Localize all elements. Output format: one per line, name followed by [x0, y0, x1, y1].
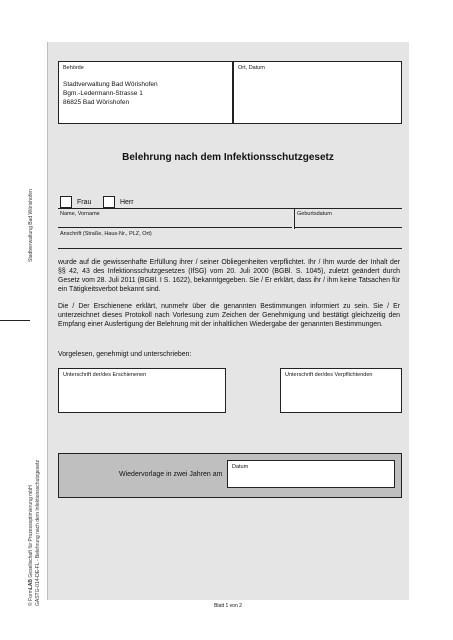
place-date-field[interactable]: [233, 61, 402, 124]
name-input[interactable]: [58, 218, 292, 228]
side-authority-text: Stadtverwaltung Bad Wörishofen: [28, 189, 34, 262]
authority-line-3: 86825 Bad Wörishofen: [63, 99, 130, 106]
birthdate-input[interactable]: [294, 218, 402, 228]
frau-checkbox[interactable]: [60, 196, 72, 208]
page-number: Blatt 1 von 2: [214, 603, 242, 609]
address-label: Anschrift (Straße, Haus-Nr., PLZ, Ort): [60, 231, 152, 237]
authority-line-1: Stadtverwaltung Bad Wörishofen: [63, 81, 158, 88]
side-brand-rest: Gesellschaft für Prozessoptimierung mbH: [28, 485, 34, 579]
signature-right-label: Unterschrift der/des Verpflichtenden: [285, 372, 373, 378]
resubmission-date-field[interactable]: [227, 460, 395, 488]
resubmission-date-label: Datum: [232, 464, 249, 470]
formlab-logo: LAB: [28, 578, 34, 590]
side-brand-prefix: © Form: [28, 589, 34, 606]
authority-box: [58, 61, 233, 124]
signature-appearing-person[interactable]: [58, 368, 226, 413]
fold-mark: [0, 320, 30, 321]
herr-label: Herr: [120, 199, 134, 206]
resubmission-text: Wiedervorlage in zwei Jahren am: [119, 471, 223, 478]
address-input[interactable]: [58, 239, 402, 249]
read-approved-signed: Vorgelesen, genehmigt und unterschrieben:: [58, 351, 192, 358]
place-date-label: Ort, Datum: [238, 65, 265, 71]
document-title: Belehrung nach dem Infektionsschutzgesetz: [122, 152, 334, 163]
signature-left-label: Unterschrift der/des Erschienenen: [63, 372, 147, 378]
signature-obligating-person[interactable]: [280, 368, 402, 413]
birthdate-label: Geburtsdatum: [297, 211, 332, 217]
declaration-paragraph: Die / Der Erschienene erklärt, nunmehr über die genannten Bestimmungen informiert zu sein. Sie / Er unterzeichnet dieses Protokoll nach Vorlesung zum Zeichen der Genehmigung und bestätigt gleichzeitig den Empfang einer Ausfertigung der Belehrung mit der inhaltlichen Wiedergabe der genannten Bestimmungen.: [58, 303, 400, 329]
frau-label: Frau: [77, 199, 92, 206]
name-label: Name, Vorname: [60, 211, 100, 217]
name-top-rule: [58, 208, 402, 209]
herr-checkbox[interactable]: [103, 196, 115, 208]
authority-line-2: Bgm.-Ledermann-Strasse 1: [63, 90, 143, 97]
authority-address: [63, 80, 158, 107]
side-form-code: GASTG-014-DE-FL - Belehrung nach dem Infektionsschutzgesetz: [35, 460, 41, 606]
side-brand-line: [28, 485, 34, 606]
authority-label: Behörde: [63, 65, 84, 71]
obligation-paragraph: wurde auf die gewissenhafte Erfüllung ihrer / seiner Obliegenheiten verpflichtet. Ihr / Ihm wurde der Inhalt der §§ 42, 43 des Infektionsschutzgesetzes (IfSG) vom 20. Juli 2000 (BGBl. S. 1045), zuletzt geändert durch Gesetz vom 28. Juli 2011 (BGBl. I S. 1622), bekanntgegeben. Sie / Er erklärt, dass ihr / ihm keine Tatsachen für ein Tätigkeitsverbot bekannt sind.: [58, 259, 400, 294]
